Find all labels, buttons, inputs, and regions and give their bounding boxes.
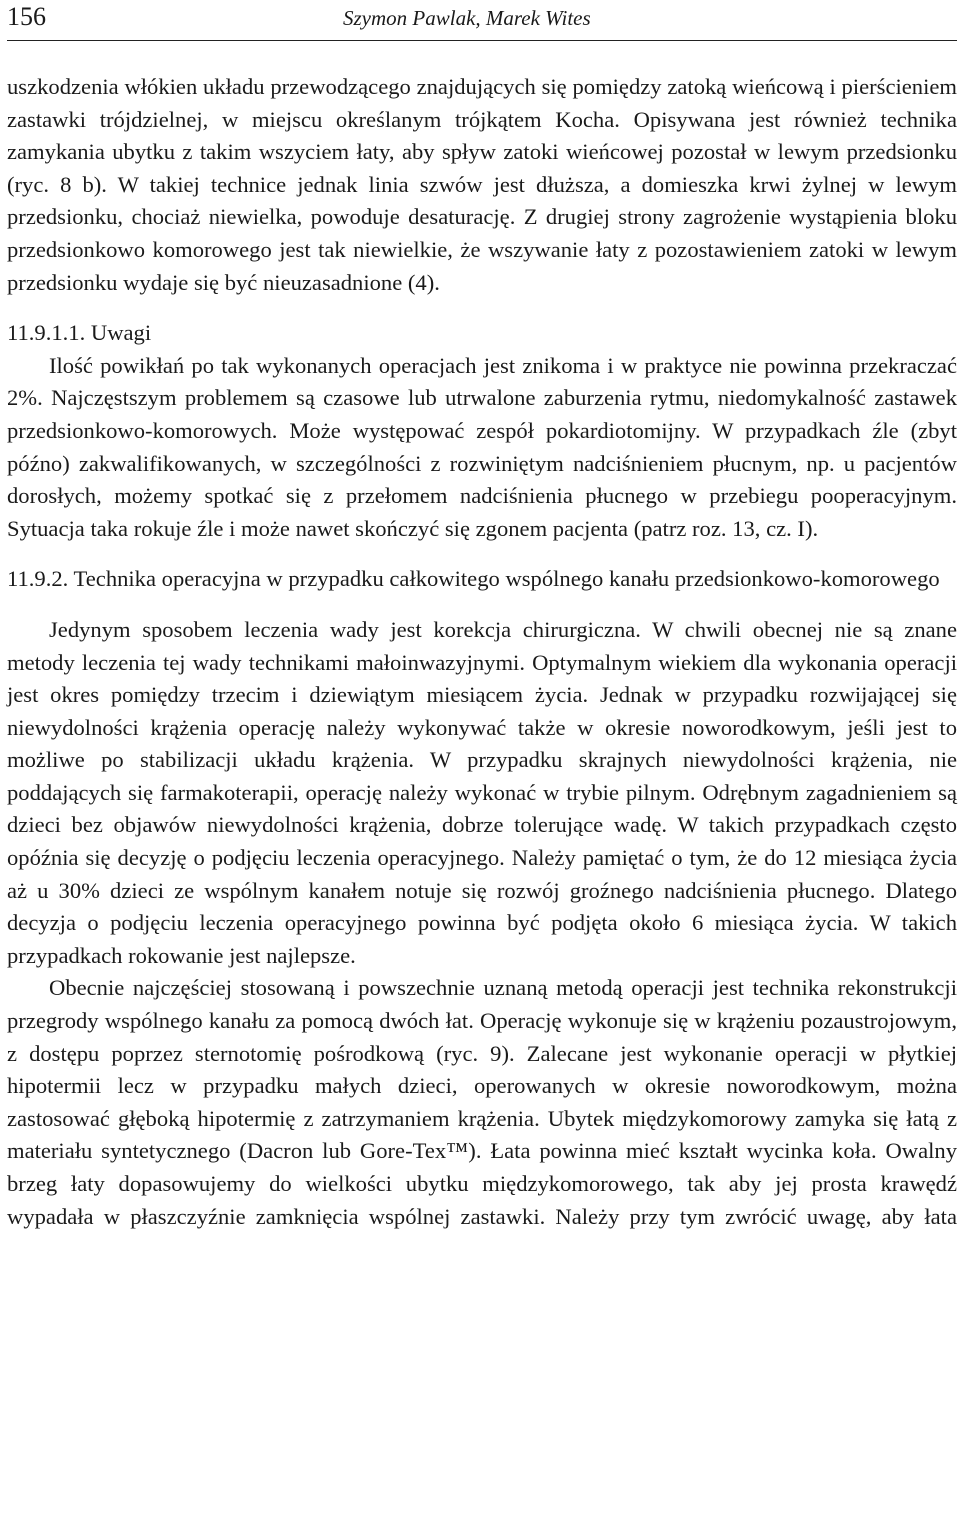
section-heading-uwagi: 11.9.1.1. Uwagi [7, 320, 152, 346]
running-head-authors: Szymon Pawlak, Marek Wites [343, 6, 591, 30]
paragraph-1: uszkodzenia włókien układu przewodzącego znajdujących się pomiędzy zatoką wieńcową i pierścieniem zastawki trójdzielnej, w miejscu określanym trójkątem Kocha. Opisywana jest również technika zamykania ubytku z takim wszyciem łaty, aby spływ zatoki wieńcowej pozostał w lewym przedsionku (ryc. 8 b). W takiej technice jednak linia szwów jest dłuższa, a domieszka krwi żylnej w lewym przedsionku, chociaż niewielka, powoduje desaturację. Z drugiej strony zagrożenie wystąpienia bloku przedsionkowo komorowego jest tak niewielkie, że wszywanie łaty z pozostawieniem zatoki w lewym przedsionku wydaje się być nieuzasadnione (4). [7, 74, 957, 295]
paragraph-3: Jedynym sposobem leczenia wady jest korekcja chirurgiczna. W chwili obecnej nie są znane metody leczenia tej wady technikami małoinwazyjnymi. Optymalnym wiekiem dla wykonania operacji jest okres pomiędzy trzecim i dziewiątym miesiącem życia. Jednak w przypadku rozwijającej się niewydolności krążenia operację należy wykonywać także w okresie noworodkowym, jeśli jest to możliwe po stabilizacji układu krążenia. W przypadku skrajnych niewydolności krążenia, nie poddających się farmakoterapii, operację należy wykonać w trybie pilnym. Odrębnym zagadnieniem są dzieci bez objawów niewydolności krążenia, dobrze tolerujące wadę. W takich przypadkach często opóźnia się decyzję o podjęciu leczenia operacyjnego. Należy pamiętać o tym, że do 12 miesiąca życia aż u 30% dzieci ze wspólnym kanałem notuje się rozwój groźnego nadciśnienia płucnego. Dlatego decyzja o podjęciu leczenia operacyjnego powinna być podjęta około 6 miesiąca życia. W takich przypadkach rokowanie jest najlepsze. [7, 616, 957, 968]
paragraph-2: Ilość powikłań po tak wykonanych operacjach jest znikoma i w praktyce nie powinna przekraczać 2%. Najczęstszym problemem są czasowe lub utrwalone zaburzenia rytmu, niedomykalność zastawek przedsionkowo-komorowych. Może występować zespół pokardiotomijny. W przypadkach źle (zbyt późno) zakwalifikowanych, w szczególności z rozwiniętym nadciśnieniem płucnym, np. u pacjentów dorosłych, możemy spotkać się z przełomem nadciśnienia płucnego w przebiegu pooperacyjnym. Sytuacja taka rokuje źle i może nawet skończyć się zgonem pacjenta (patrz roz. 13, cz. I). [7, 352, 957, 541]
section-heading-technika: 11.9.2. Technika operacyjna w przypadku całkowitego wspólnego kanału przedsionkowo-komorowego [7, 566, 940, 592]
page-number: 156 [7, 2, 46, 31]
paragraph-4: Obecnie najczęściej stosowaną i powszechnie uznaną metodą operacji jest technika rekonstrukcji przegrody wspólnego kanału za pomocą dwóch łat. Operację wykonuje się w krążeniu pozaustrojowym, z dostępu poprzez sternotomię pośrodkową (ryc. 9). Zalecane jest wykonanie operacji w płytkiej hipotermii lecz w przypadku małych dzieci, operowanych w okresie noworodkowym, można zastosować głęboką hipotermię z zatrzymaniem krążenia. Ubytek międzykomorowy zamyka się łatą z materiału syntetycznego (Dacron lub Gore-Tex™). Łata powinna mieć kształt wycinka koła. Owalny brzeg łaty dopasowujemy do wielkości ubytku międzykomorowego, tak aby jej prosta krawędź wypadała w płaszczyźnie zamknięcia wspólnej zastawki. Należy przy tym zwrócić uwagę, aby łata [7, 975, 957, 1229]
running-head [7, 0, 957, 41]
page [7, 0, 957, 1233]
body-text [7, 71, 957, 1233]
